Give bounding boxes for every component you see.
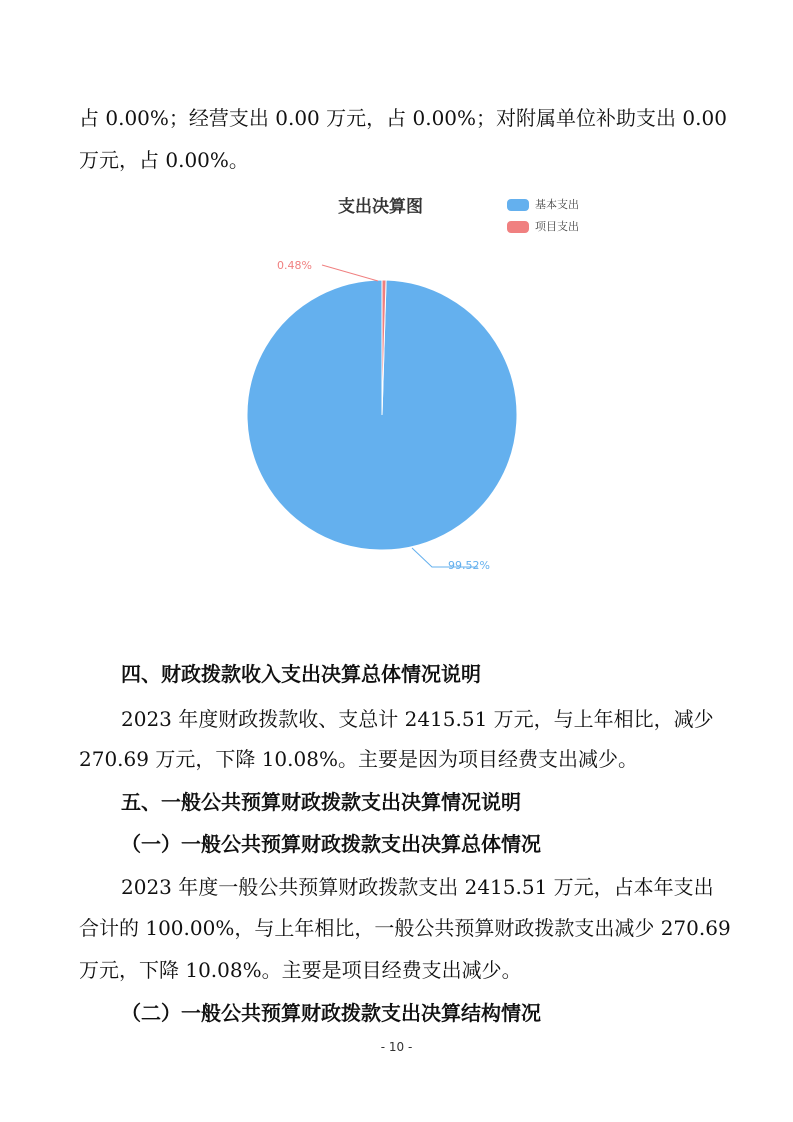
legend-label-basic: 基本支出 xyxy=(535,198,579,211)
paragraph-line: 2023 年度一般公共预算财政拨款支出 2415.51 万元，占本年支出 xyxy=(121,875,714,899)
label-leader-line xyxy=(322,265,378,281)
paragraph-line: 合计的 100.00%，与上年相比，一般公共预算财政拨款支出减少 270.69 xyxy=(79,916,731,940)
subsection-heading-2: （二）一般公共预算财政拨款支出决算结构情况 xyxy=(121,1001,541,1025)
slice-data-label: 0.48% xyxy=(277,259,312,272)
subsection-heading-1: （一）一般公共预算财政拨款支出决算总体情况 xyxy=(121,832,541,856)
paragraph-line: 2023 年度财政拨款收、支总计 2415.51 万元，与上年相比，减少 xyxy=(121,707,714,731)
legend-label-project: 项目支出 xyxy=(535,220,579,233)
chart-title: 支出决算图 xyxy=(338,197,423,217)
section-heading-4: 四、财政拨款收入支出决算总体情况说明 xyxy=(121,662,481,686)
paragraph-line: 万元，下降 10.08%。主要是项目经费支出减少。 xyxy=(79,958,522,982)
page-number: - 10 - xyxy=(380,1040,413,1054)
paragraph-line: 占 0.00%；经营支出 0.00 万元，占 0.00%；对附属单位补助支出 0.00 xyxy=(79,106,727,130)
paragraph-line: 270.69 万元，下降 10.08%。主要是因为项目经费支出减少。 xyxy=(79,747,638,771)
section-heading-5: 五、一般公共预算财政拨款支出决算情况说明 xyxy=(121,790,521,814)
slice-data-label: 99.52% xyxy=(448,559,490,572)
paragraph-line: 万元，占 0.00%。 xyxy=(79,148,249,172)
